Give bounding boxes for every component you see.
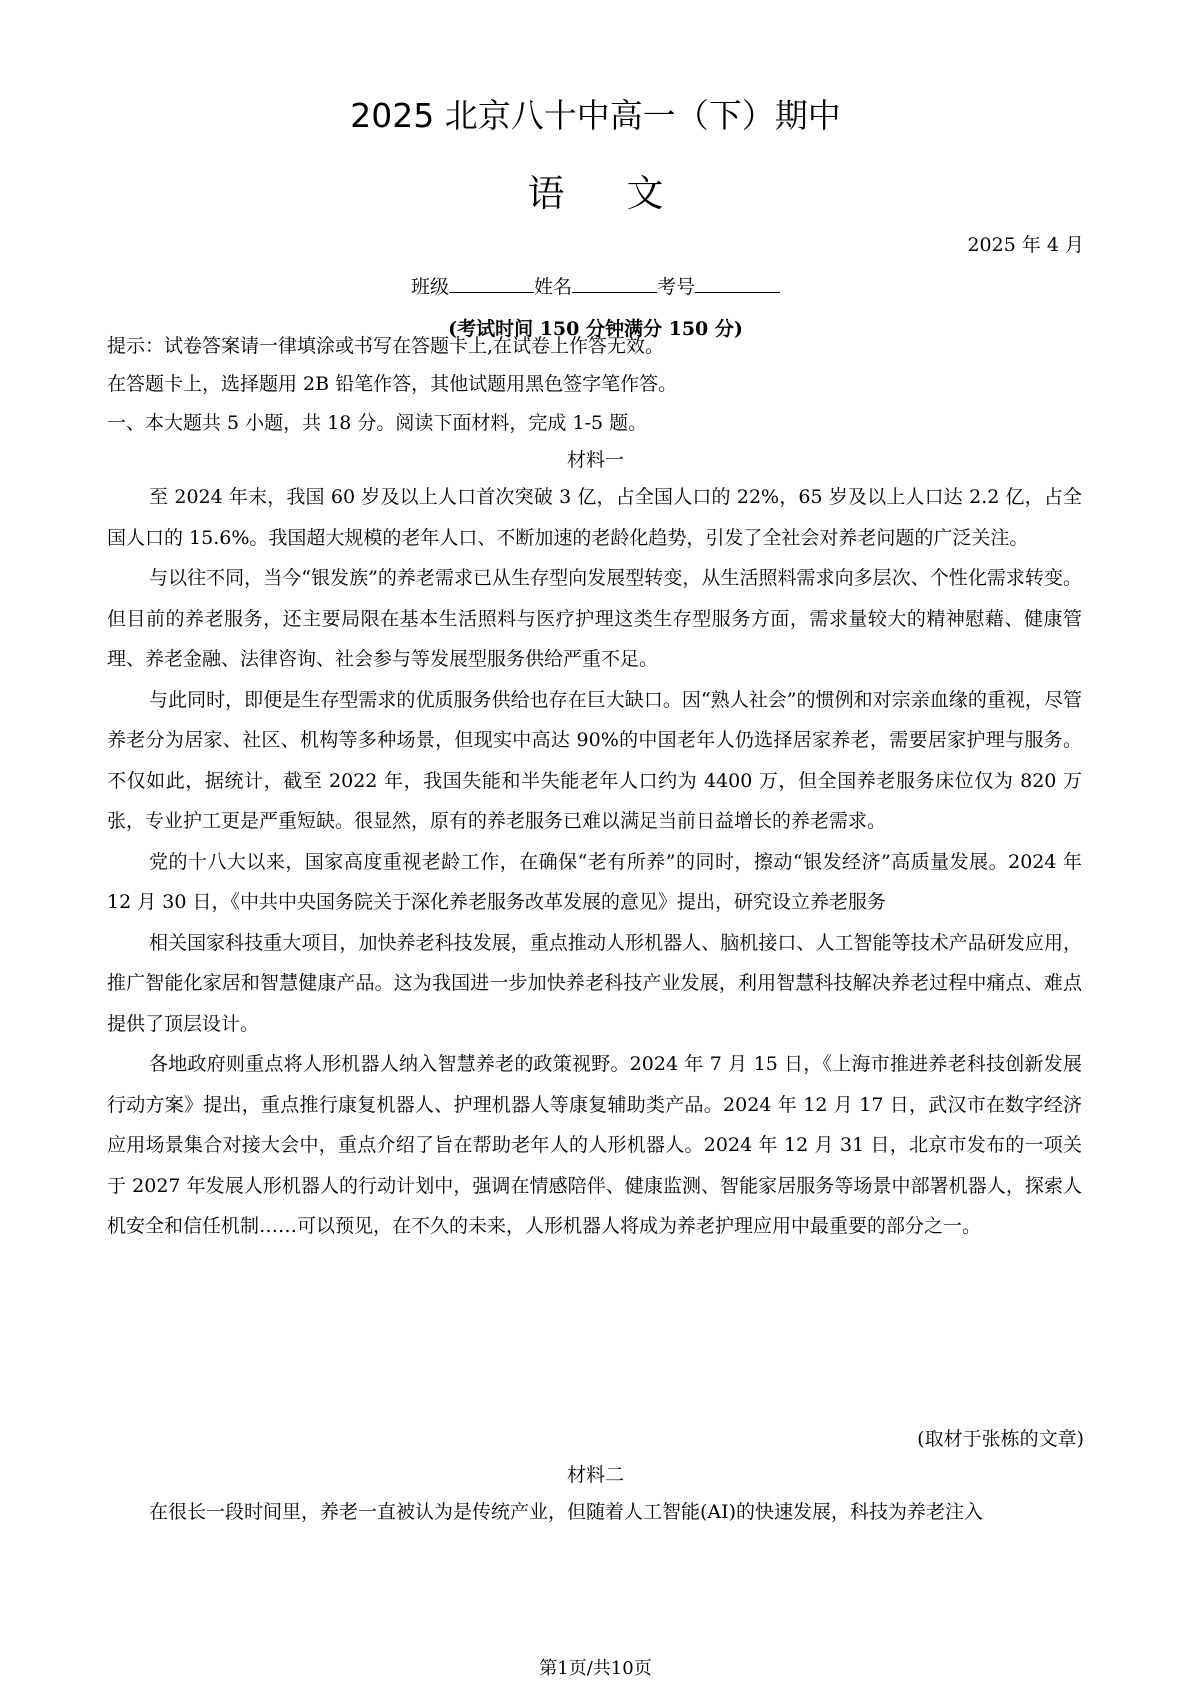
section-one-heading: 一、本大题共 5 小题，共 18 分。阅读下面材料，完成 1-5 题。: [107, 412, 648, 434]
number-label: 考号: [657, 276, 696, 298]
material-one-body: [107, 477, 1082, 1247]
instruction-line-2: 在答题卡上，选择题用 2B 铅笔作答，其他试题用黑色签字笔作答。: [107, 373, 678, 395]
name-blank[interactable]: [572, 276, 657, 293]
paragraph: 在很长一段时间里，养老一直被认为是传统产业，但随着人工智能(AI)的快速发展，科技为养老注入: [149, 1501, 984, 1523]
subject-title: 语文: [527, 172, 726, 215]
exam-date: 2025 年 4 月: [967, 234, 1084, 256]
paragraph: 相关国家科技重大项目，加快养老科技发展，重点推动人形机器人、脑机接口、人工智能等技术产品研发应用，推广智能化家居和智慧健康产品。这为我国进一步加快养老科技产业发展，利用智慧科技解决养老过程中痛点、难点提供了顶层设计。: [107, 931, 1082, 1035]
paragraph: 与此同时，即便是生存型需求的优质服务供给也存在巨大缺口。因“熟人社会”的惯例和对宗亲血缘的重视，尽管养老分为居家、社区、机构等多种场景，但现实中高达 90%的中国老年人仍选择居家养老，需要居家护理与服务。不仅如此，据统计，截至 2022 年，我国失能和半失能老年人口约为 4400 万，但全国养老服务床位仅为 820 万张，专业护工更是严重短缺。很显然，原有的养老服务已难以满足当前日益增长的养老需求。: [107, 688, 1082, 832]
number-blank[interactable]: [695, 276, 780, 293]
material-one-source: (取材于张栋的文章): [917, 1428, 1084, 1450]
material-one-heading: 材料一: [566, 449, 624, 471]
class-label: 班级: [410, 276, 449, 298]
paragraph: 与以往不同，当今“银发族”的养老需求已从生存型向发展型转变，从生活照料需求向多层次、个性化需求转变。但目前的养老服务，还主要局限在基本生活照料与医疗护理这类生存型服务方面，需求量较大的精神慰藉、健康管理、养老金融、法律咨询、社会参与等发展型服务供给严重不足。: [107, 567, 1082, 670]
name-label: 姓名: [533, 276, 572, 298]
paragraph: 党的十八大以来，国家高度重视老龄工作，在确保“老有所养”的同时，擦动“银发经济”高质量发展。2024 年 12 月 30 日，《中共中央国务院关于深化养老服务改革发展的意见》提出，研究设立养老服务: [107, 850, 1082, 913]
exam-title: 2025 北京八十中高一（下）期中: [350, 96, 841, 135]
material-two-body: [107, 1492, 1082, 1533]
paragraph: 至 2024 年末，我国 60 岁及以上人口首次突破 3 亿，占全国人口的 22%，65 岁及以上人口达 2.2 亿，占全国人口的 15.6%。我国超大规模的老年人口、不断加速的老龄化趋势，引发了全社会对养老问题的广泛关注。: [107, 486, 1082, 549]
paragraph: 各地政府则重点将人形机器人纳入智慧养老的政策视野。2024 年 7 月 15 日，《上海市推进养老科技创新发展行动方案》提出，重点推行康复机器人、护理机器人等康复辅助类产品。2024 年 12 月 17 日，武汉市在数字经济应用场景集合对接大会中，重点介绍了旨在帮助老年人的人形机器人。2024 年 12 月 31 日，北京市发布的一项关于 2027 年发展人形机器人的行动计划中，强调在情感陪伴、健康监测、智能家居服务等场景中部署机器人，探索人机安全和信任机制……可以预见，在不久的未来，人形机器人将成为养老护理应用中最重要的部分之一。: [107, 1053, 1082, 1237]
material-two-heading: 材料二: [566, 1464, 624, 1486]
class-blank[interactable]: [449, 276, 534, 293]
student-info-line: [0, 272, 1191, 299]
instruction-line-1: 提示：试卷答案请一律填涂或书写在答题卡上,在试卷上作答无效。: [107, 335, 665, 357]
exam-time-note: (考试时间 150 分钟满分 150 分): [448, 318, 743, 340]
page-footer: 第1页/共10页: [539, 1658, 652, 1679]
